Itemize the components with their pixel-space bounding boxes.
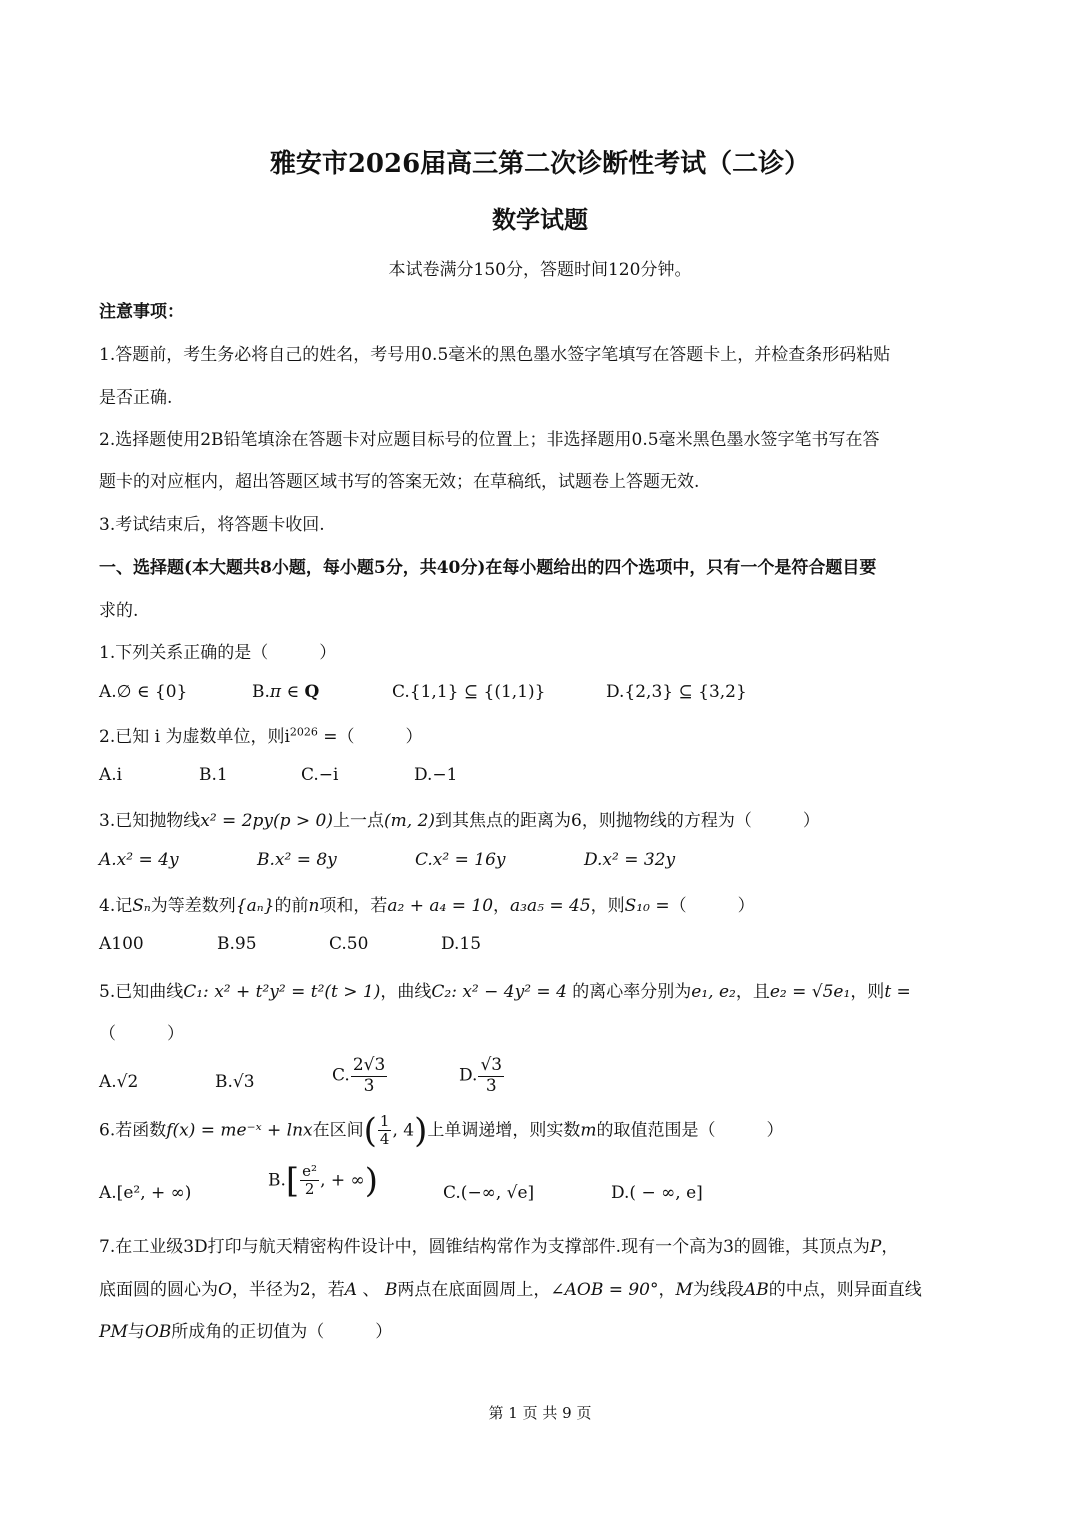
notice-item-2: 2.选择题使用2B铅笔填涂在答题卡对应题目标号的位置上；非选择题用0.5毫米黑色墨水签字笔书写在答	[99, 430, 880, 450]
q6-option-d: D.( − ∞, e]	[611, 1183, 703, 1203]
q7-stem-line1: 7.在工业级3D打印与航天精密构件设计中，圆锥结构常作为支撑部件.现有一个高为3的圆锥，其顶点为P，	[99, 1237, 899, 1257]
q1-option-b: B.π ∈ Q	[252, 682, 320, 702]
q3-option-a: A.x² = 4y	[99, 850, 179, 870]
section1-heading: 一、选择题	[99, 558, 184, 578]
exam-title: 雅安市2026届高三第二次诊断性考试（二诊）	[269, 149, 811, 179]
q3-option-c: C.x² = 16y	[415, 850, 506, 870]
q3-option-d: D.x² = 32y	[584, 850, 676, 870]
page-footer: 第 1 页 共 9 页	[488, 1404, 592, 1422]
q3-stem: 3.已知抛物线x² = 2py(p > 0)上一点(m, 2)到其焦点的距离为6，则抛物线的方程为（ ）	[99, 811, 820, 831]
q5-option-a: A.√2	[99, 1072, 139, 1092]
notice-item-1-cont: 是否正确.	[99, 388, 173, 408]
q5-option-b: B.√3	[215, 1072, 255, 1092]
notice-item-2-cont: 题卡的对应框内，超出答题区域书写的答案无效；在草稿纸，试题卷上答题无效.	[99, 472, 700, 492]
q6-option-a: A.[e², + ∞)	[99, 1183, 192, 1203]
q2-option-c: C.−i	[301, 765, 339, 785]
q5-stem-cont: （ ）	[99, 1024, 184, 1044]
q2-option-d: D.−1	[414, 765, 458, 785]
notice-item-1: 1.答题前，考生务必将自己的姓名，考号用0.5毫米的黑色墨水签字笔填写在答题卡上，并检查条形码粘贴	[99, 345, 891, 365]
q2-option-a: A.i	[99, 765, 123, 785]
q7-stem-line3: PM与OB所成角的正切值为（ ）	[99, 1322, 393, 1342]
q4-option-b: B.95	[217, 934, 257, 954]
q4-stem: 4.记Sₙ为等差数列{aₙ}的前n项和，若a₂ + a₄ = 10，a₃a₅ = 45，则S₁₀ =（ ）	[99, 896, 755, 916]
section1-desc: (本大题共8小题，每小题5分，共40分)在每小题给出的四个选项中，只有一个是符合题目要	[184, 558, 877, 578]
exam-info: 本试卷满分150分，答题时间120分钟。	[388, 260, 692, 280]
q2-option-b: B.1	[199, 765, 228, 785]
q5-stem: 5.已知曲线C₁: x² + t²y² = t²(t > 1)，曲线C₂: x² − 4y² = 4 的离心率分别为e₁, e₂，且e₂ = √5e₁，则t =	[99, 982, 911, 1002]
section1-desc-cont: 求的.	[99, 601, 139, 621]
q5-option-d: D. $\frac{√3}{3}$	[459, 1055, 503, 1096]
exam-subtitle: 数学试题	[492, 205, 588, 234]
q7-stem-line2: 底面圆的圆心为O，半径为2，若A 、 B两点在底面圆周上，∠AOB = 90°，M为线段AB的中点，则异面直线	[99, 1280, 922, 1300]
q5-option-c: C. $\frac{2√3}{3}$	[332, 1055, 386, 1096]
q3-option-b: B.x² = 8y	[257, 850, 337, 870]
q4-option-a: A100	[99, 934, 144, 954]
notice-item-3: 3.考试结束后，将答题卡收回.	[99, 515, 325, 535]
q1-option-a: A.∅ ∈ {0}	[99, 682, 188, 702]
q4-option-d: D.15	[441, 934, 482, 954]
q1-option-c: C.{1,1} ⊆ {(1,1)}	[392, 682, 546, 702]
notice-heading: 注意事项：	[99, 302, 184, 322]
q6-option-b: B.[ $\frac{\text{e²}}{2}$ , + ∞)	[268, 1160, 378, 1201]
q1-option-d: D.{2,3} ⊆ {3,2}	[606, 682, 747, 702]
q6-stem: 6.若函数f(x) = me⁻ˣ + lnx在区间( $\frac{1}{4}$ , 4)上单调递增，则实数m的取值范围是（ ）	[99, 1110, 784, 1151]
q2-stem: 2.已知 i 为虚数单位，则$i^{2026}$ =（ ）	[99, 725, 423, 747]
q4-option-c: C.50	[329, 934, 369, 954]
q1-stem: 1.下列关系正确的是（ ）	[99, 643, 337, 663]
section1-heading-line	[99, 553, 876, 578]
q6-option-c: C.(−∞, √e]	[443, 1183, 535, 1203]
